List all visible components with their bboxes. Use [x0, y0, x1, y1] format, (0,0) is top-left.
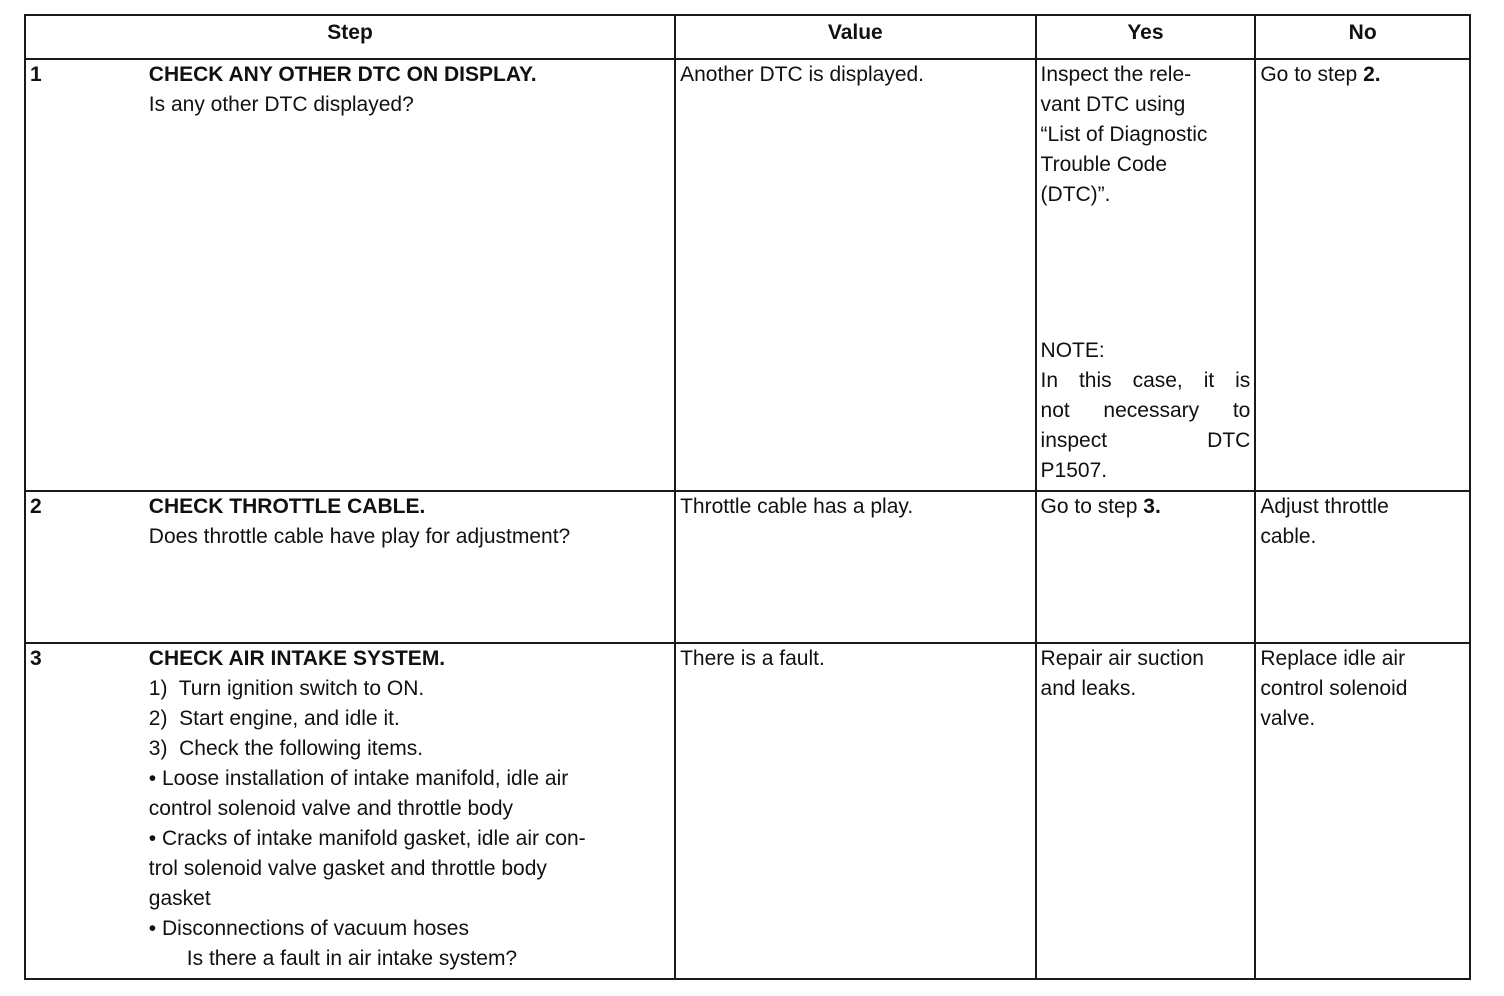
note-word: is	[1235, 369, 1251, 392]
no-cell	[1255, 491, 1470, 643]
header-yes: Yes	[1036, 15, 1256, 59]
diagnostic-table	[24, 14, 1471, 980]
no-cell	[1255, 59, 1470, 491]
table-row	[25, 643, 1470, 979]
value-cell: Another DTC is displayed.	[675, 59, 1035, 491]
step-cell	[145, 643, 675, 979]
yes-line: Trouble Code	[1040, 153, 1167, 176]
yes-prefix: Go to step	[1040, 495, 1144, 518]
note-word: necessary	[1103, 399, 1200, 422]
sub-step: 3) Check the following items.	[148, 737, 424, 760]
sub-step: 2) Start engine, and idle it.	[148, 707, 400, 730]
bullet-line: • Cracks of intake manifold gasket, idle air con-	[148, 827, 586, 850]
yes-cell	[1036, 643, 1256, 979]
step-title: CHECK AIR INTAKE SYSTEM.	[148, 647, 446, 670]
bullet-line: control solenoid valve and throttle body	[148, 797, 514, 820]
sub-step: 1) Turn ignition switch to ON.	[148, 677, 425, 700]
header-step: Step	[25, 15, 675, 59]
no-cell	[1255, 643, 1470, 979]
note-word: to	[1232, 399, 1251, 422]
note-word: case,	[1132, 369, 1183, 392]
yes-step-ref: 3.	[1143, 495, 1161, 518]
step-title: CHECK ANY OTHER DTC ON DISPLAY.	[148, 63, 537, 86]
yes-cell	[1036, 59, 1256, 491]
value-cell: Throttle cable has a play.	[675, 491, 1035, 643]
note-block	[1041, 336, 1251, 486]
note-word: DTC	[1207, 429, 1251, 452]
yes-line: (DTC)”.	[1040, 183, 1111, 206]
bullet-line: trol solenoid valve gasket and throttle body	[148, 857, 547, 880]
note-label: NOTE:	[1040, 339, 1105, 362]
no-line: cable.	[1260, 525, 1317, 548]
step-question: Is any other DTC displayed?	[148, 93, 414, 116]
table-row	[25, 491, 1470, 643]
bullet-line: gasket	[148, 887, 211, 910]
no-line: control solenoid	[1260, 677, 1408, 700]
step-cell	[145, 59, 675, 491]
note-line	[1041, 396, 1251, 426]
note-word: not	[1040, 399, 1070, 422]
value-cell: There is a fault.	[675, 643, 1035, 979]
step-question: Is there a fault in air intake system?	[186, 947, 518, 970]
note-word: it	[1203, 369, 1215, 392]
yes-line: Inspect the rele-	[1040, 63, 1192, 86]
note-line	[1041, 366, 1251, 396]
note-word: this	[1078, 369, 1112, 392]
header-value: Value	[675, 15, 1035, 59]
header-no: No	[1255, 15, 1470, 59]
no-line: Replace idle air	[1260, 647, 1406, 670]
no-prefix: Go to step	[1260, 63, 1364, 86]
bullet-line: • Loose installation of intake manifold, idle air	[148, 767, 569, 790]
note-line-last: P1507.	[1040, 459, 1108, 482]
yes-cell	[1036, 491, 1256, 643]
step-cell	[145, 491, 675, 643]
step-number: 3	[25, 643, 145, 979]
yes-line: Repair air suction	[1040, 647, 1204, 670]
step-number: 1	[25, 59, 145, 491]
step-title: CHECK THROTTLE CABLE.	[148, 495, 426, 518]
yes-line: vant DTC using	[1040, 93, 1186, 116]
yes-line: and leaks.	[1040, 677, 1137, 700]
no-line: Adjust throttle	[1260, 495, 1389, 518]
note-word: inspect	[1040, 429, 1108, 452]
yes-line: “List of Diagnostic	[1040, 123, 1208, 146]
table-row	[25, 59, 1470, 491]
no-step-ref: 2.	[1363, 63, 1381, 86]
step-question: Does throttle cable have play for adjustment?	[148, 525, 571, 548]
note-word: In	[1040, 369, 1059, 392]
no-line: valve.	[1260, 707, 1316, 730]
step-number: 2	[25, 491, 145, 643]
header-row	[25, 15, 1470, 59]
note-line	[1041, 426, 1251, 456]
bullet-line: • Disconnections of vacuum hoses	[148, 917, 469, 940]
